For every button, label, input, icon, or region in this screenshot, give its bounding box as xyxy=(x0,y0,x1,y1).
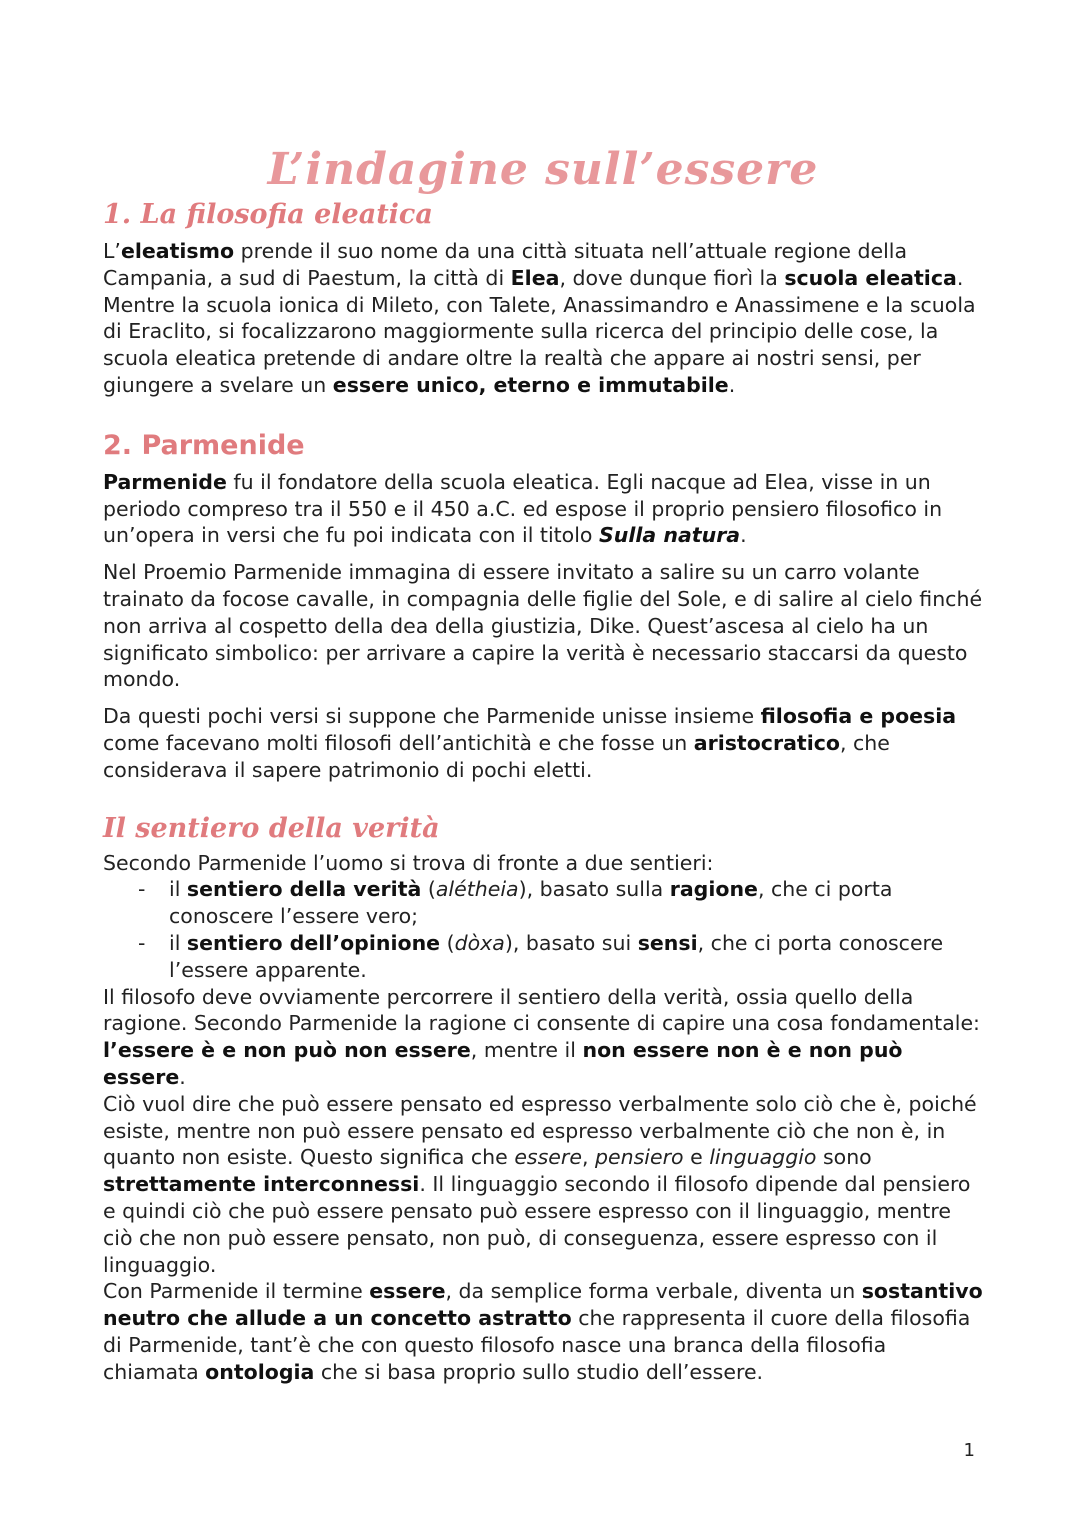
text: il xyxy=(169,877,187,902)
paragraph-due-sentieri: Secondo Parmenide l’uomo si trova di fronte a due sentieri: xyxy=(103,850,714,875)
heading-filosofia-eleatica: 1. La filosofia eleatica xyxy=(103,199,433,230)
text: Il filosofo deve ovviamente percorrere il sentiero della verità, ossia quello della ragione. Secondo Parmenide la ragione ci consente di capire una cosa fondamentale: xyxy=(103,984,980,1036)
text: sono xyxy=(816,1145,872,1170)
bold-text: essere unico, eterno e immutabile xyxy=(332,372,729,397)
italic-text: essere xyxy=(514,1145,582,1170)
bold-text: Elea xyxy=(510,265,560,290)
text: Da questi pochi versi si suppone che Parmenide unisse insieme xyxy=(103,704,761,729)
text: e xyxy=(683,1145,710,1170)
paragraph-filosofia-poesia xyxy=(103,703,983,783)
text: Con Parmenide il termine xyxy=(103,1279,370,1304)
bullet-dash: - xyxy=(138,877,146,902)
text: ), basato sui xyxy=(504,930,638,955)
italic-text: pensiero xyxy=(595,1145,684,1170)
bold-text: eleatismo xyxy=(120,239,235,263)
text: prende il suo nome da una città situata nell’attuale regione della Campania, a sud di Paestum, la città di xyxy=(103,239,908,290)
text: . Mentre la scuola ionica di Mileto, con Talete, Anassimandro e Anassimene e la scuola di Eraclito, si focalizzarono maggiormente sulla ricerca del principio delle cose, la scuola eleatica pretende di andare oltre la realtà che appare ai nostri sensi, per giungere a svelare un xyxy=(103,265,976,397)
text: ), basato sulla xyxy=(518,877,670,902)
heading-parmenide: 2. Parmenide xyxy=(103,429,305,461)
text: fu il fondatore della scuola eleatica. Egli nacque ad Elea, visse in un periodo compreso tra il 550 e il 450 a.C. ed espose il proprio pensiero filosofico in un’opera in versi che fu poi indicata con il titolo xyxy=(103,469,943,548)
text: ( xyxy=(440,930,455,955)
text: come facevano molti filosofi dell’antichità e che fosse un xyxy=(103,730,694,755)
bold-text: ontologia xyxy=(205,1359,315,1384)
text: , mentre il xyxy=(470,1038,583,1063)
text: . xyxy=(728,372,736,397)
paragraph-eleatismo xyxy=(103,238,983,399)
text: , che considerava il sapere patrimonio di pochi eletti. xyxy=(103,730,890,782)
text: . xyxy=(740,523,747,548)
paragraph-parmenide-intro xyxy=(103,469,983,549)
text: il xyxy=(169,930,187,955)
italic-text: linguaggio xyxy=(709,1145,817,1170)
text: , xyxy=(581,1145,595,1170)
paragraph-pensiero-linguaggio xyxy=(103,1091,983,1279)
text: Ciò vuol dire che può essere pensato ed espresso verbalmente solo ciò che è, poiché esiste, mentre non può essere pensato ed espresso verbalmente ciò che non è, in quanto non esiste. Questo significa che xyxy=(103,1091,977,1170)
page-content xyxy=(103,140,983,1385)
list-item xyxy=(138,876,983,930)
bold-text: non essere non è e non può essere xyxy=(103,1038,903,1089)
sentieri-list xyxy=(103,876,983,983)
italic-text: dòxa xyxy=(454,930,505,955)
bold-text: essere xyxy=(369,1279,446,1304)
bold-text: scuola eleatica xyxy=(784,265,957,290)
paragraph-ontologia xyxy=(103,1278,983,1385)
italic-text: alétheia xyxy=(435,877,519,902)
text: , che ci porta conoscere l’essere vero; xyxy=(169,877,893,929)
bold-text: ragione xyxy=(669,877,758,902)
heading-sentiero-verita: Il sentiero della verità xyxy=(103,812,440,844)
paragraph-essere-e xyxy=(103,984,983,1091)
text: . Il linguaggio secondo il filosofo dipende dal pensiero e quindi ciò che può essere pensato può essere espresso con il linguaggio, mentre ciò che non può essere pensato, non può, di conseguenza, essere espresso con il linguaggio. xyxy=(103,1172,971,1277)
paragraph-proemio: Nel Proemio Parmenide immagina di essere invitato a salire su un carro volante trainato da focose cavalle, in compagnia delle figlie del Sole, e di salire al cielo finché non arriva al cospetto della dea della giustizia, Dike. Quest’ascesa al cielo ha un significato simbolico: per arrivare a capire la verità è necessario staccarsi da questo mondo. xyxy=(103,560,983,692)
text: L’ xyxy=(103,239,121,263)
bold-text: aristocratico xyxy=(693,730,840,755)
bold-italic-text: Sulla natura xyxy=(598,523,741,548)
text: ( xyxy=(421,877,436,902)
bold-text: sentiero della verità xyxy=(186,877,422,902)
bold-text: sentiero dell’opinione xyxy=(186,930,441,955)
text: , dove dunque fiorì la xyxy=(559,265,785,290)
bold-text: sensi xyxy=(637,930,698,955)
list-item xyxy=(138,930,983,984)
bold-text: l’essere è e non può non essere xyxy=(103,1038,471,1063)
text: , da semplice forma verbale, diventa un xyxy=(445,1279,862,1304)
page-number: 1 xyxy=(963,1440,975,1461)
text: che si basa proprio sullo studio dell’essere. xyxy=(314,1359,764,1384)
bold-text: strettamente interconnessi xyxy=(103,1172,420,1197)
bullet-dash: - xyxy=(138,930,146,955)
bold-text: Parmenide xyxy=(103,469,227,494)
bold-text: sostantivo neutro che allude a un concetto astratto xyxy=(103,1279,983,1331)
text: , che ci porta conoscere l’essere apparente. xyxy=(169,930,944,982)
text: . xyxy=(179,1064,186,1089)
bold-text: filosofia e poesia xyxy=(760,704,957,729)
text: che rappresenta il cuore della filosofia di Parmenide, tant’è che con questo filosofo nasce una branca della filosofia chiamata xyxy=(103,1306,971,1384)
document-title: L’indagine sull’essere xyxy=(267,144,819,195)
